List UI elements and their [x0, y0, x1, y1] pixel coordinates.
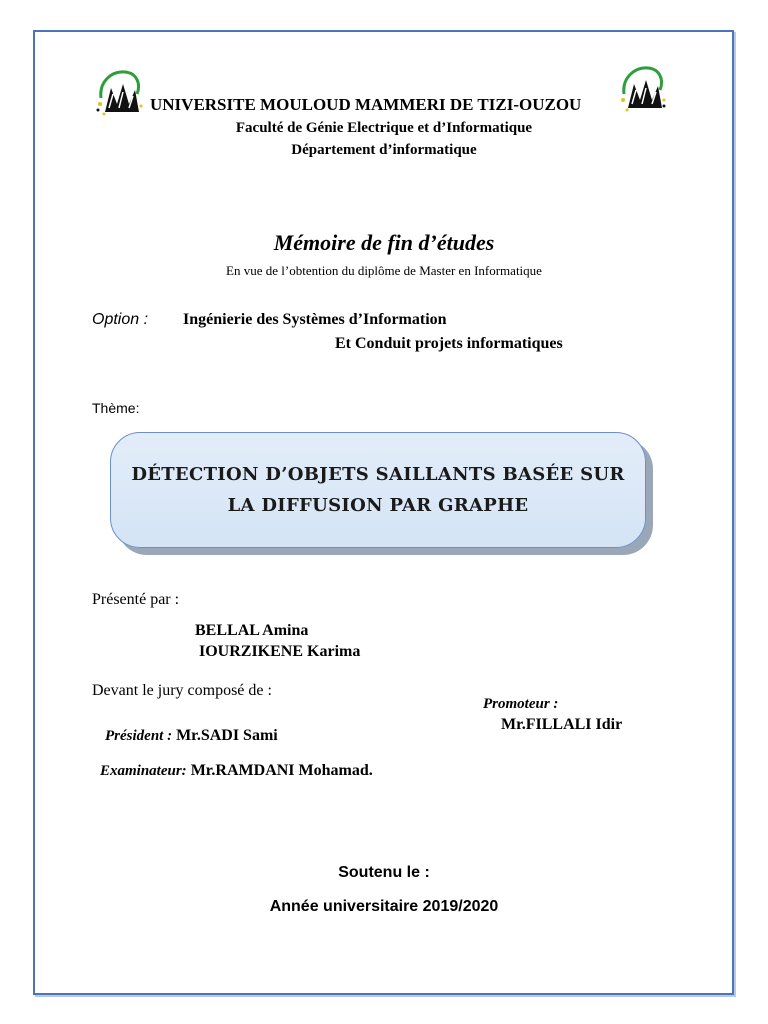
examinateur-name: Mr.RAMDANI Mohamad.	[190, 762, 373, 779]
academic-year: Année universitaire 2019/2020	[269, 898, 499, 915]
president-entry	[105, 727, 278, 745]
author-name: BELLAL Amina	[195, 622, 309, 639]
option-line-1: Ingénierie des Systèmes d’Information	[183, 311, 447, 328]
university-name: UNIVERSITE MOULOUD MAMMERI DE TIZI-OUZOU	[150, 95, 582, 114]
theme-title-line-1: DÉTECTION D’OBJETS SAILLANTS BASÉE SUR	[131, 464, 625, 485]
department-name: Département d’informatique	[291, 142, 477, 158]
president-role: Président :	[105, 728, 173, 744]
university-logo-icon	[95, 68, 145, 118]
theme-title-line-2: LA DIFFUSION PAR GRAPHE	[227, 495, 529, 516]
defense-date-label: Soutenu le :	[338, 864, 430, 881]
presented-by-label: Présenté par :	[92, 591, 180, 608]
jury-label: Devant le jury composé de :	[92, 682, 272, 699]
examinateur-role: Examinateur:	[100, 763, 187, 779]
president-name: Mr.SADI Sami	[176, 727, 278, 744]
author-name: IOURZIKENE Karima	[199, 643, 361, 660]
faculty-name: Faculté de Génie Electrique et d’Informatique	[235, 120, 533, 136]
theme-label: Thème:	[92, 400, 140, 416]
university-logo-icon	[618, 64, 668, 114]
option-label: Option :	[92, 311, 149, 328]
promoteur-name: Mr.FILLALI Idir	[501, 716, 623, 733]
examinateur-entry	[100, 762, 373, 780]
theme-title	[131, 459, 624, 521]
memoire-title: Mémoire de fin d’études	[273, 230, 495, 255]
option-line-2: Et Conduit projets informatiques	[335, 335, 563, 352]
theme-box	[110, 432, 646, 548]
memoire-subtitle: En vue de l’obtention du diplôme de Master en Informatique	[226, 263, 542, 278]
promoteur-role: Promoteur :	[483, 696, 559, 712]
